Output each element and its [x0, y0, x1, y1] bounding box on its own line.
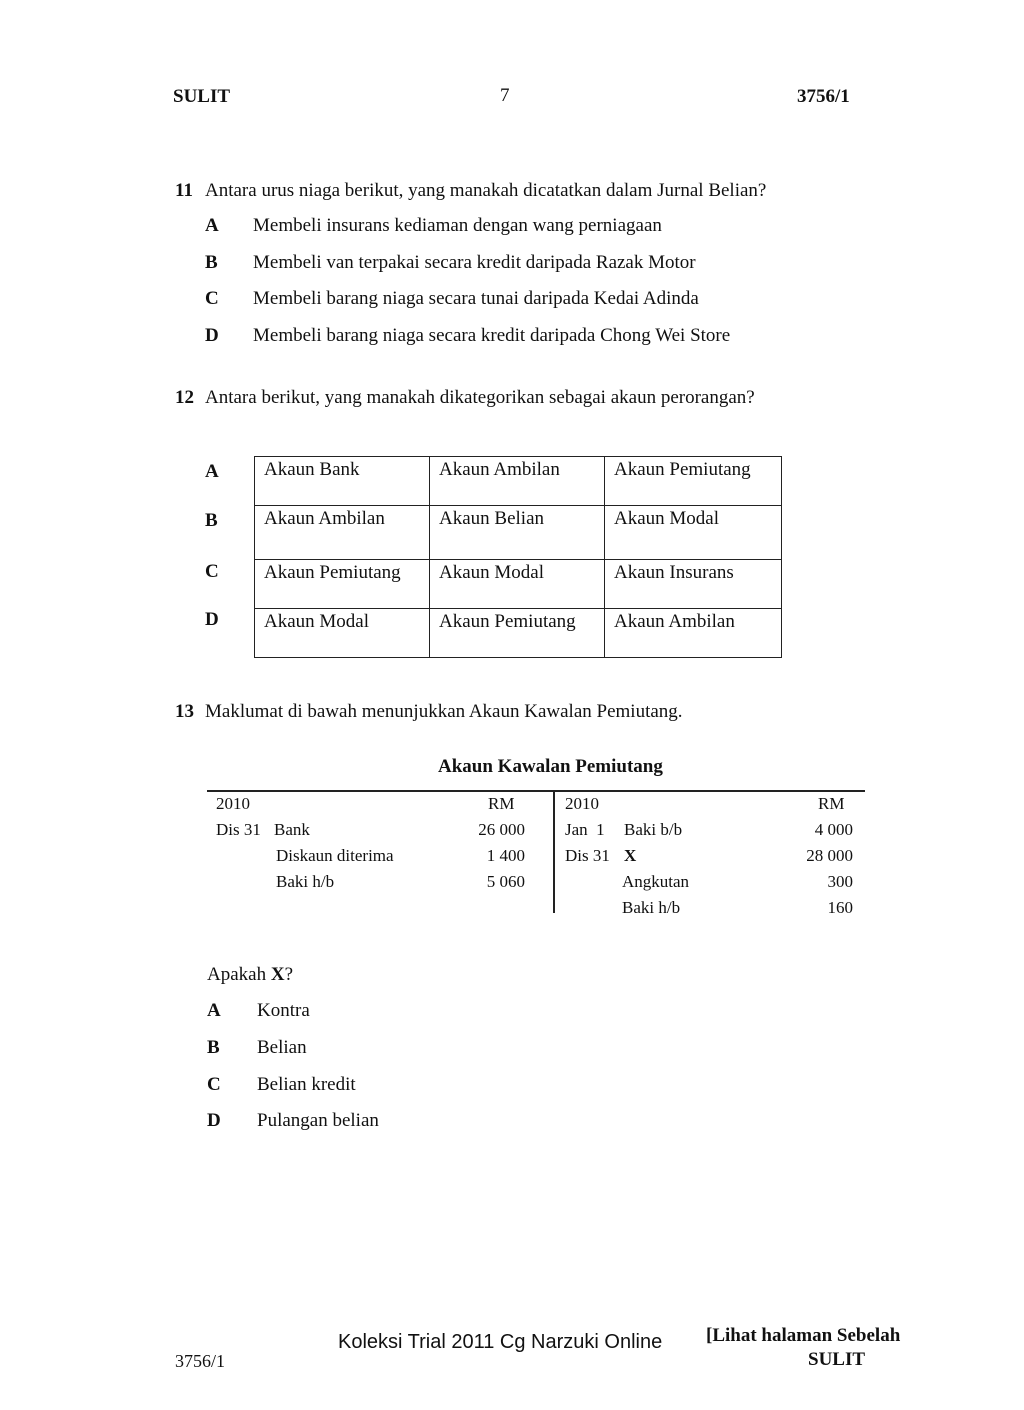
q12-row-c [255, 560, 782, 609]
q12-option-d-letter: D [205, 609, 219, 630]
credit-row-amount: 28 000 [806, 846, 853, 865]
q12-option-c-letter: C [205, 561, 219, 582]
debit-row-date: Dis 31 [216, 820, 261, 839]
debit-row-amount: 26 000 [478, 820, 525, 839]
credit-rm: RM [818, 794, 845, 813]
debit-row-amount: 1 400 [486, 846, 525, 865]
q13-option-c-text: Belian kredit [257, 1074, 356, 1095]
q12-cell: Akaun Modal [605, 506, 782, 560]
credit-row-desc: Angkutan [622, 872, 690, 891]
q12-cell: Akaun Pemiutang [430, 609, 605, 658]
q12-cell: Akaun Modal [430, 560, 605, 609]
header-sulit: SULIT [173, 86, 231, 107]
q12-cell: Akaun Bank [255, 457, 430, 506]
q12-cell: Akaun Belian [430, 506, 605, 560]
q11-option-d-text: Membeli barang niaga secara kredit daripada Chong Wei Store [253, 325, 731, 346]
q13-option-d-letter: D [207, 1110, 221, 1131]
q11-option-c-text: Membeli barang niaga secara tunai daripada Kedai Adinda [253, 288, 699, 309]
page-number: 7 [500, 85, 510, 106]
credit-row-amount: 4 000 [814, 820, 853, 839]
debit-row-desc: Bank [274, 820, 310, 839]
q12-option-b-letter: B [205, 510, 218, 531]
q13-option-a-letter: A [207, 1000, 221, 1021]
q12-number: 12 [175, 387, 194, 408]
footer-next-page: [Lihat halaman Sebelah [706, 1325, 901, 1346]
q13-question-suffix: ? [284, 964, 294, 985]
q12-options-table [254, 456, 782, 658]
q13-option-d-text: Pulangan belian [257, 1110, 379, 1131]
q11-number: 11 [175, 180, 193, 201]
q12-cell: Akaun Ambilan [605, 609, 782, 658]
credit-row-date: Jan 1 [565, 820, 605, 839]
debit-row-desc: Baki h/b [276, 872, 335, 891]
q13-option-a-text: Kontra [257, 1000, 310, 1021]
q11-option-d-letter: D [205, 325, 219, 346]
q11-option-a-letter: A [205, 215, 219, 236]
q12-cell: Akaun Insurans [605, 560, 782, 609]
debit-rm: RM [488, 794, 515, 813]
debit-year: 2010 [216, 794, 250, 813]
q12-cell: Akaun Pemiutang [255, 560, 430, 609]
debit-row-desc: Diskaun diterima [276, 846, 394, 865]
debit-row-amount: 5 060 [486, 872, 525, 891]
credit-row-desc: Baki h/b [622, 898, 681, 917]
q13-question-prefix: Apakah [207, 964, 271, 985]
ledger-center-rule [553, 791, 555, 913]
credit-row-desc: X [624, 846, 637, 865]
q13-text: Maklumat di bawah menunjukkan Akaun Kawalan Pemiutang. [205, 701, 683, 722]
q12-text: Antara berikut, yang manakah dikategorikan sebagai akaun perorangan? [205, 387, 755, 408]
q13-question [207, 964, 293, 986]
ledger-top-rule [207, 790, 865, 792]
ledger-title: Akaun Kawalan Pemiutang [438, 756, 663, 777]
footer-sulit: SULIT [808, 1349, 866, 1370]
footer-paper-code: 3756/1 [175, 1351, 226, 1371]
credit-year: 2010 [565, 794, 599, 813]
q11-text: Antara urus niaga berikut, yang manakah dicatatkan dalam Jurnal Belian? [205, 180, 767, 201]
q11-option-b-text: Membeli van terpakai secara kredit daripada Razak Motor [253, 252, 696, 273]
credit-row-amount: 300 [827, 872, 853, 891]
q12-cell: Akaun Ambilan [255, 506, 430, 560]
q12-row-d [255, 609, 782, 658]
credit-row-desc: Baki b/b [624, 820, 683, 839]
q11-option-a-text: Membeli insurans kediaman dengan wang perniagaan [253, 215, 662, 236]
q12-row-a [255, 457, 782, 506]
q13-option-b-letter: B [207, 1037, 220, 1058]
q13-option-c-letter: C [207, 1074, 221, 1095]
q13-question-var: X [270, 964, 285, 985]
credit-row-amount: 160 [827, 898, 853, 917]
q12-cell: Akaun Pemiutang [605, 457, 782, 506]
q13-option-b-text: Belian [257, 1037, 307, 1058]
credit-row-date: Dis 31 [565, 846, 610, 865]
q12-cell: Akaun Ambilan [430, 457, 605, 506]
paper-code: 3756/1 [797, 86, 850, 107]
q12-row-b [255, 506, 782, 560]
footer-collection: Koleksi Trial 2011 Cg Narzuki Online [338, 1331, 663, 1353]
q12-cell: Akaun Modal [255, 609, 430, 658]
q12-option-a-letter: A [205, 461, 219, 482]
q13-number: 13 [175, 701, 194, 722]
q11-option-b-letter: B [205, 252, 218, 273]
q11-option-c-letter: C [205, 288, 219, 309]
